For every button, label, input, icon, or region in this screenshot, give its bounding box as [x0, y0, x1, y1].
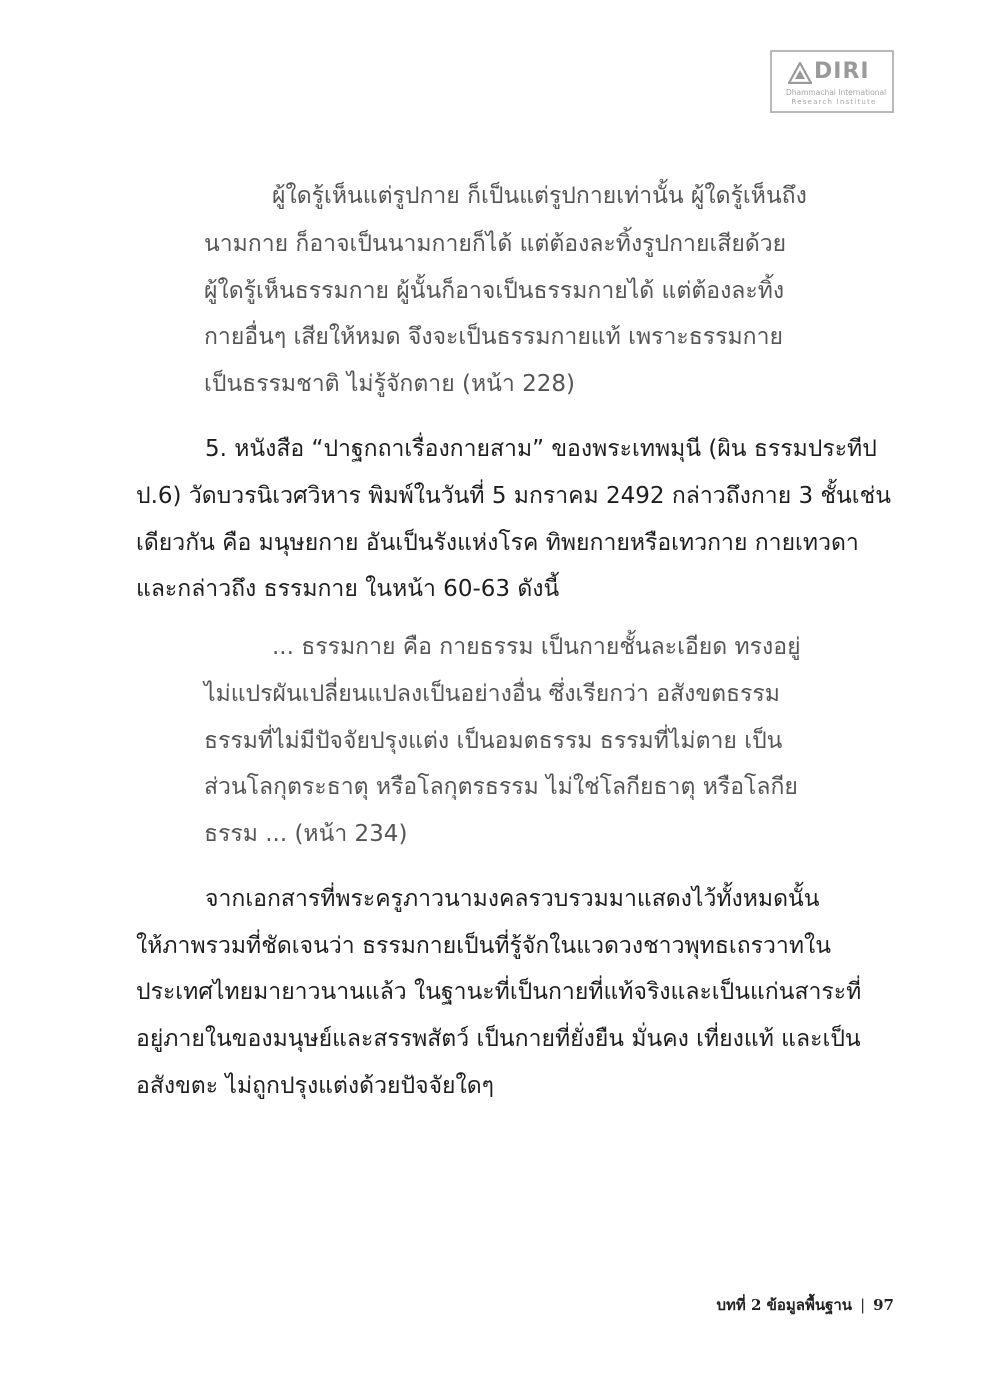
- paragraph-line: อสังขตะ ไม่ถูกปรุงแต่งด้วยปัจจัยใดๆ: [136, 1073, 495, 1099]
- paragraph-line: เดียวกัน คือ มนุษยกาย อันเป็นรังแห่งโรค ทิพยกายหรือเทวกาย กายเทวดา: [136, 530, 859, 556]
- paragraph-line: ป.6) วัดบวรนิเวศวิหาร พิมพ์ในวันที่ 5 มกราคม 2492 กล่าวถึงกาย 3 ชั้นเช่น: [136, 483, 891, 509]
- quote-line: ธรรมที่ไม่มีปัจจัยปรุงแต่ง เป็นอมตธรรม ธรรมที่ไม่ตาย เป็น: [204, 728, 783, 754]
- logo-subtitle-line1: Dhammachai International: [786, 88, 887, 97]
- quote-line: กายอื่นๆ เสียให้หมด จึงจะเป็นธรรมกายแท้ เพราะธรรมกาย: [204, 324, 783, 350]
- logo-name: DIRI: [814, 59, 870, 84]
- logo-subtitle-line2: Research Institute: [791, 98, 877, 106]
- paragraph-line: จากเอกสารที่พระครูภาวนามงคลรวบรวมมาแสดงไว้ทั้งหมดนั้น: [205, 886, 820, 912]
- page-footer: [680, 1291, 894, 1319]
- diri-logo: [770, 50, 894, 113]
- paragraph-line: ให้ภาพรวมที่ชัดเจนว่า ธรรมกายเป็นที่รู้จักในแวดวงชาวพุทธเถรวาทใน: [136, 933, 831, 959]
- quote-line: เป็นธรรมชาติ ไม่รู้จักตาย (หน้า 228): [204, 371, 575, 397]
- quote-line: นามกาย ก็อาจเป็นนามกายก็ได้ แต่ต้องละทิ้งรูปกายเสียด้วย: [204, 231, 787, 257]
- quote-line: ส่วนโลกุตระธาตุ หรือโลกุตรธรรม ไม่ใช่โลกียธาตุ หรือโลกีย: [204, 774, 798, 800]
- footer-separator: |: [860, 1296, 866, 1314]
- quote-line: ... ธรรมกาย คือ กายธรรม เป็นกายชั้นละเอียด ทรงอยู่: [272, 634, 801, 660]
- diri-triangle-icon: [788, 62, 812, 84]
- paragraph-line: และกล่าวถึง ธรรมกาย ในหน้า 60-63 ดังนี้: [136, 576, 560, 602]
- quote-line: ธรรม ... (หน้า 234): [204, 821, 408, 847]
- page-number: 97: [873, 1296, 894, 1314]
- paragraph-line: อยู่ภายในของมนุษย์และสรรพสัตว์ เป็นกายที่ยั่งยืน มั่นคง เที่ยงแท้ และเป็น: [136, 1026, 861, 1052]
- chapter-title: บทที่ 2 ข้อมูลพื้นฐาน: [716, 1296, 853, 1314]
- paragraph-line: 5. หนังสือ “ปาฐกถาเรื่องกายสาม” ของพระเทพมุนี (ผิน ธรรมประทีป: [205, 436, 877, 462]
- quote-line: ไม่แปรผันเปลี่ยนแปลงเป็นอย่างอื่น ซึ่งเรียกว่า อสังขตธรรม: [204, 681, 780, 707]
- quote-line: ผู้ใดรู้เห็นแต่รูปกาย ก็เป็นแต่รูปกายเท่านั้น ผู้ใดรู้เห็นถึง: [272, 183, 807, 209]
- quote-line: ผู้ใดรู้เห็นธรรมกาย ผู้นั้นก็อาจเป็นธรรมกายได้ แต่ต้องละทิ้ง: [204, 278, 785, 304]
- paragraph-line: ประเทศไทยมายาวนานแล้ว ในฐานะที่เป็นกายที่แท้จริงและเป็นแก่นสาระที่: [136, 979, 862, 1005]
